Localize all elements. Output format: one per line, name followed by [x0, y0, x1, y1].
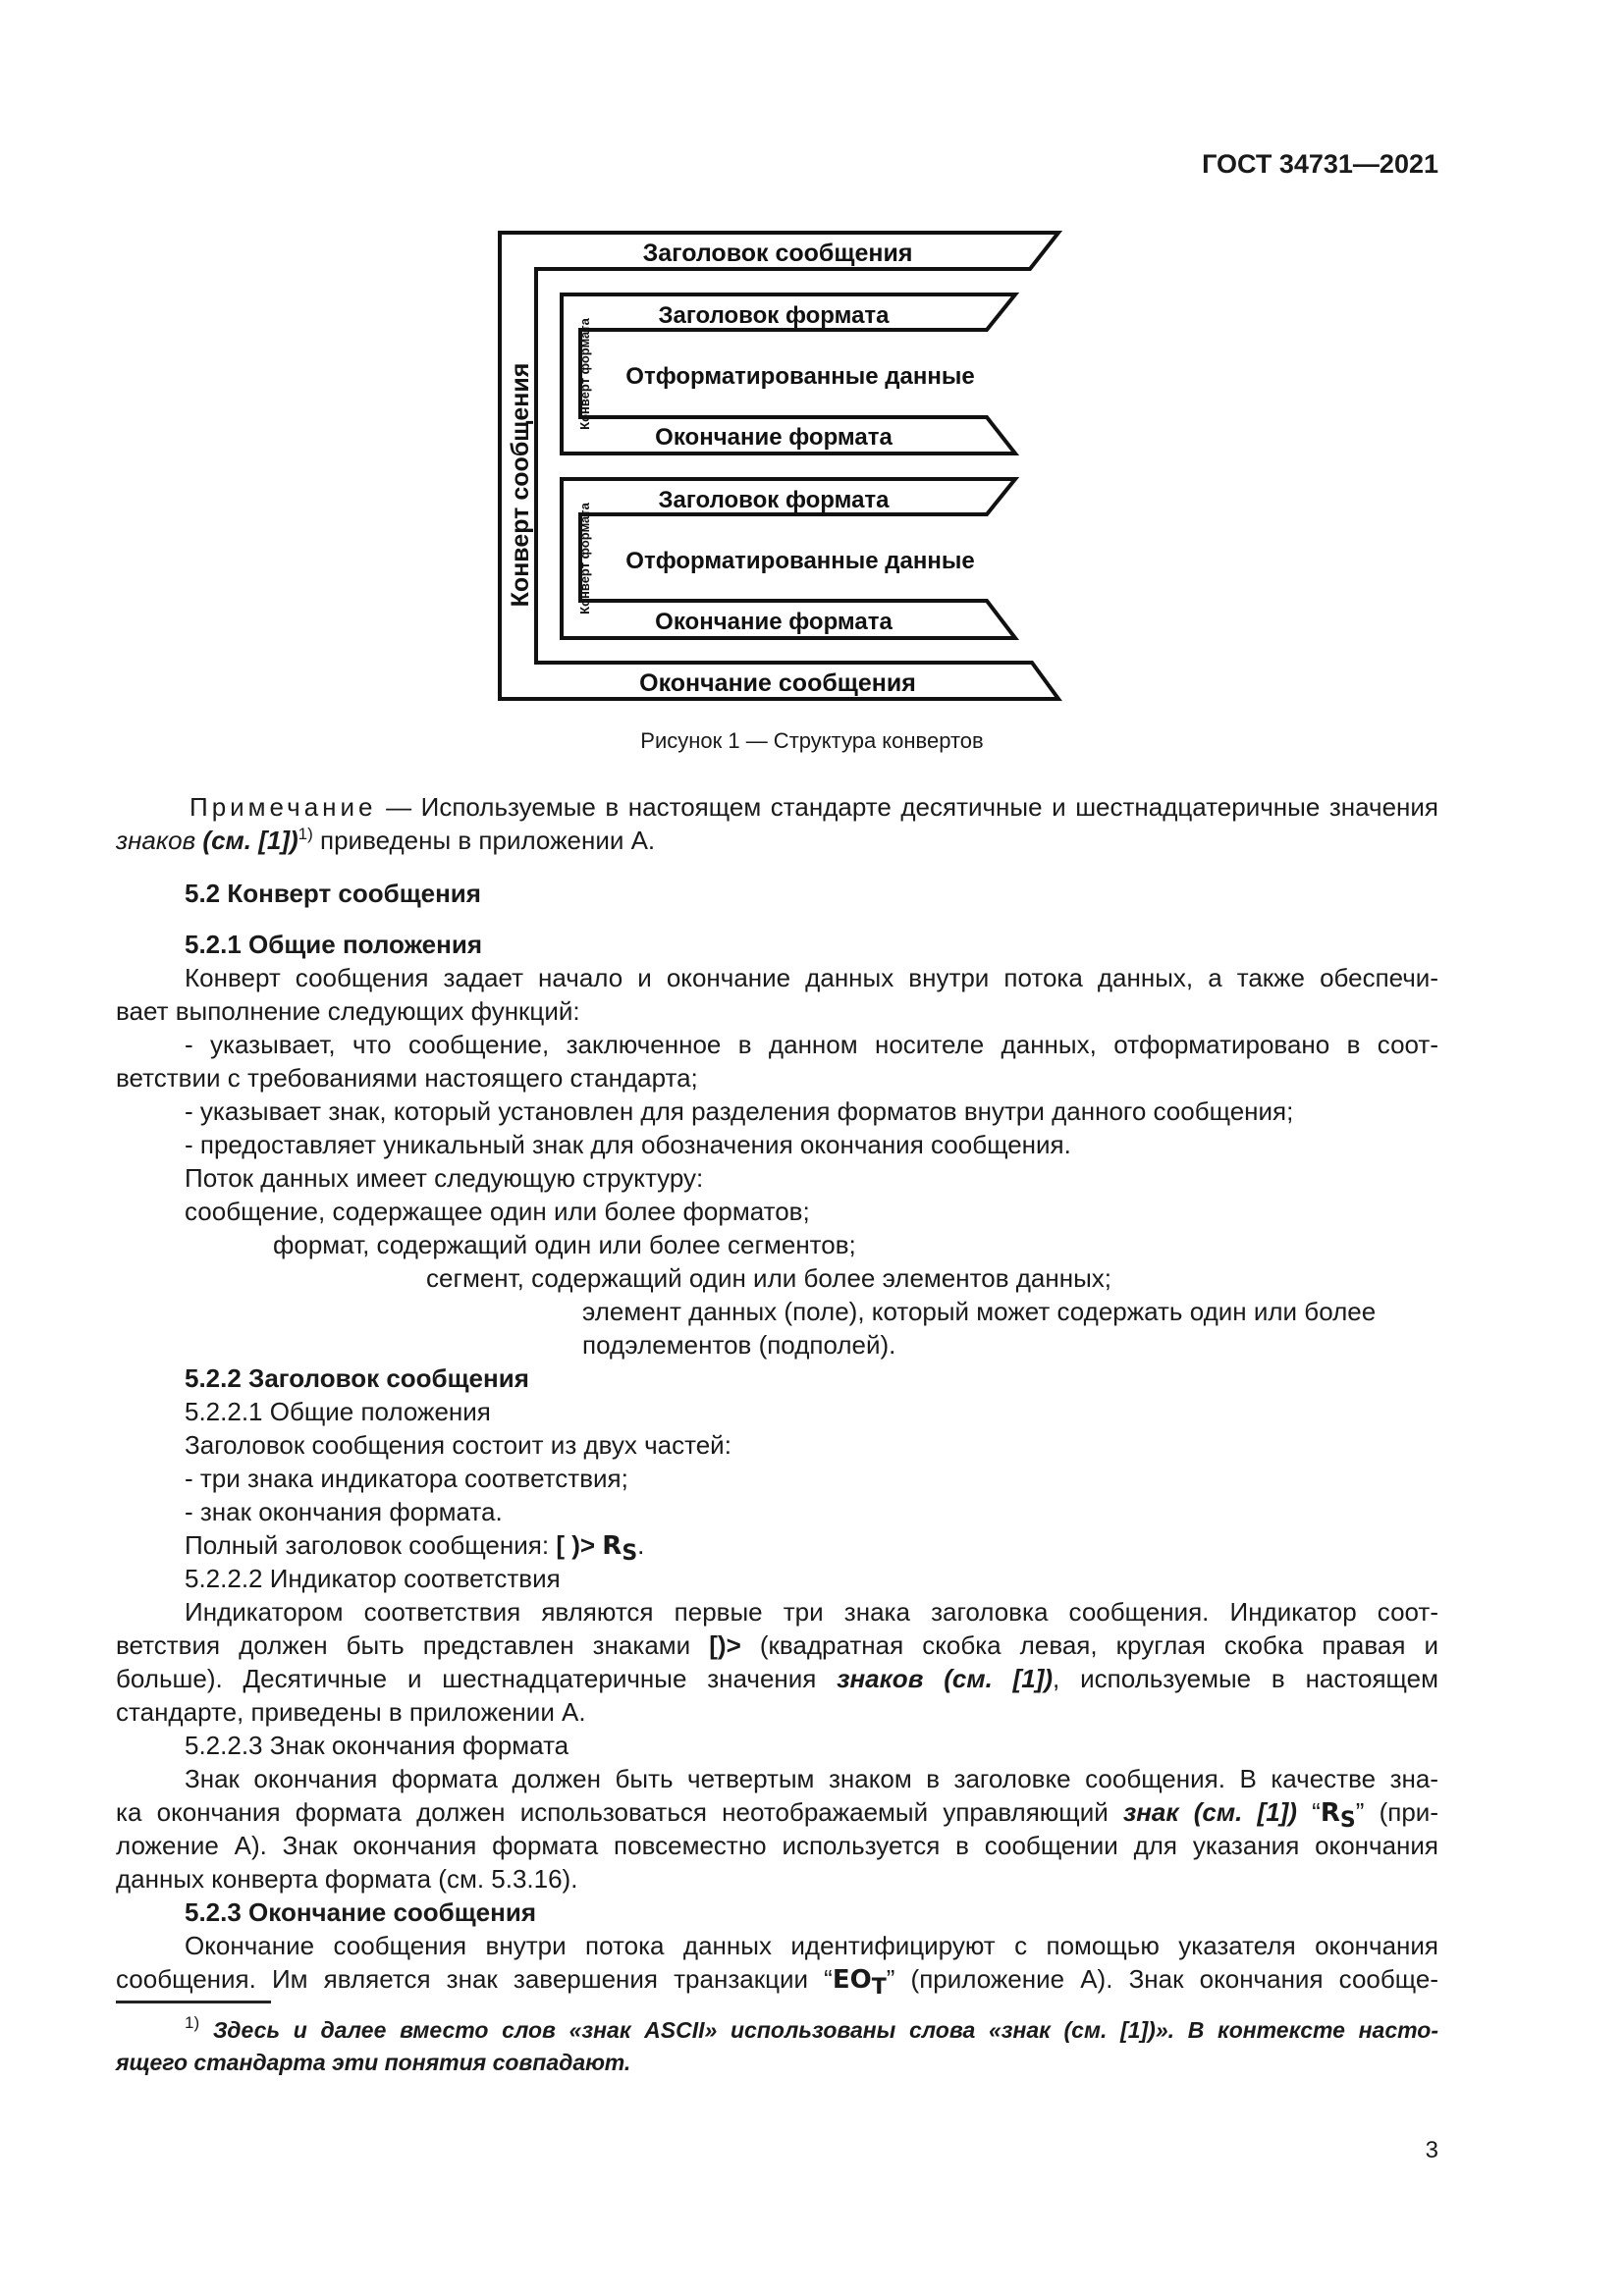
s5223-line4: данных конверта формата (см. 5.3.16). — [116, 1864, 578, 1894]
document-id: ГОСТ 34731—2021 — [1202, 149, 1438, 179]
s5222-line3: больше). Десятичные и шестнадцатеричные значения знаков (см. [1]), используемые в настоящем — [116, 1664, 1438, 1693]
note-line-1 — [185, 790, 1438, 825]
s523-line2: сообщения. Им является знак завершения транзакции “$EO_T$” (приложение А). Знак окончания сообще- — [116, 1964, 1438, 2000]
format-envelope-label-1: Конверт формата — [577, 318, 592, 430]
rs-symbol: $R_S$ — [1320, 1798, 1356, 1833]
message-end-label: Окончание сообщения — [639, 669, 916, 697]
footnote-line1: $^{1)}$ Здесь и далее вместо слов «знак ASCII» использованы слова «знак (см. [1])». В контексте насто- — [185, 2013, 1438, 2043]
structure-level-2: формат, содержащий один или более сегментов; — [273, 1230, 856, 1259]
footnote-separator — [116, 2001, 271, 2003]
note-dash: — — [386, 792, 412, 822]
s521-bullet1-line2: ветствии с требованиями настоящего стандарта; — [116, 1063, 698, 1093]
s521-bullet1-line1: - указывает, что сообщение, заключенное в данном носителе данных, отформатировано в соот- — [185, 1030, 1438, 1059]
rs-symbol: $R_S$ — [602, 1531, 638, 1566]
message-envelope-label: Конверт сообщения — [507, 362, 534, 608]
section-5-2-2-1-title: 5.2.2.1 Общие положения — [185, 1397, 491, 1426]
s521-p1-line1: Конверт сообщения задает начало и окончание данных внутри потока данных, а также обеспечи- — [185, 963, 1438, 992]
note-ref: (см. [1]) — [202, 826, 298, 855]
format-end-label-1: Окончание формата — [655, 424, 893, 451]
eot-symbol: $EO_T$ — [832, 1965, 887, 2000]
s521-p2: Поток данных имеет следующую структуру: — [185, 1163, 704, 1193]
figure-caption: Рисунок 1 — Структура конвертов — [640, 728, 984, 753]
note-signs: знаков — [116, 826, 196, 855]
note-text-1: Используемые в настоящем стандарте десятичные и шестнадцатеричные значения — [420, 792, 1439, 822]
s5223-line1: Знак окончания формата должен быть четвертым знаком в заголовке сообщения. В качестве зна- — [185, 1764, 1438, 1793]
s523-line1: Окончание сообщения внутри потока данных идентифицируют с помощью указателя окончания — [185, 1931, 1438, 1960]
page-number: 3 — [1425, 2137, 1438, 2163]
section-5-2-title: 5.2 Конверт сообщения — [185, 879, 481, 908]
s521-p1-line2: вает выполнение следующих функций: — [116, 996, 580, 1026]
structure-level-4-line1: элемент данных (поле), который может содержать один или более — [582, 1297, 1377, 1326]
footnote-line2: ящего стандарта эти понятия совпадают. — [116, 2050, 631, 2075]
section-5-2-1-title: 5.2.1 Общие положения — [185, 930, 482, 959]
s5221-bullet2: - знак окончания формата. — [185, 1497, 503, 1526]
s5221-p1: Заголовок сообщения состоит из двух частей: — [185, 1430, 731, 1460]
note-text-2: приведены в приложении А. — [320, 826, 656, 855]
full-header-chars: [ )> — [556, 1530, 596, 1560]
note-line-2 — [116, 824, 1370, 858]
section-5-2-2-3-title: 5.2.2.3 Знак окончания формата — [185, 1731, 569, 1760]
footnote-ref: 1) — [298, 825, 313, 843]
s5222-line2: ветствия должен быть представлен знаками [)> (квадратная скобка левая, круглая скобка правая и — [116, 1630, 1438, 1660]
formatted-data-label-2: Отформатированные данные — [625, 548, 975, 574]
s521-bullet2: - указывает знак, который установлен для разделения форматов внутри данного сообщения; — [185, 1096, 1294, 1126]
s5223-line2: ка окончания формата должен использоваться неотображаемый управляющий знак (см. [1]) “$R_S$” (при- — [116, 1797, 1438, 1833]
structure-level-1: сообщение, содержащее один или более форматов; — [185, 1197, 810, 1226]
section-5-2-2-title: 5.2.2 Заголовок сообщения — [185, 1363, 529, 1393]
envelope-structure-figure — [491, 226, 1080, 707]
structure-level-4-line2: подэлементов (подполей). — [582, 1330, 896, 1360]
note-label: Примечание — [189, 792, 377, 822]
s5222-line1: Индикатором соответствия являются первые три знака заголовка сообщения. Индикатор соот- — [185, 1597, 1438, 1627]
full-header-label: Полный заголовок сообщения: — [185, 1530, 550, 1560]
s5221-bullet1: - три знака индикатора соответствия; — [185, 1464, 628, 1493]
footnote-mark: 1) — [185, 2013, 200, 2032]
s5223-line3: ложение А). Знак окончания формата повсеместно используется в сообщении для указания окончания — [116, 1831, 1438, 1860]
format-envelope-label-2: Конверт формата — [577, 503, 592, 614]
section-5-2-3-title: 5.2.3 Окончание сообщения — [185, 1897, 536, 1927]
s5222-line4: стандарте, приведены в приложении А. — [116, 1697, 586, 1727]
section-5-2-2-2-title: 5.2.2.2 Индикатор соответствия — [185, 1564, 561, 1593]
formatted-data-label-1: Отформатированные данные — [625, 363, 975, 390]
structure-level-3: сегмент, содержащий один или более элементов данных; — [426, 1263, 1111, 1293]
format-end-label-2: Окончание формата — [655, 609, 893, 635]
s5221-full-header: Полный заголовок сообщения: [ )> $R_S$. — [185, 1530, 645, 1566]
message-header-label: Заголовок сообщения — [642, 240, 913, 267]
s521-bullet3: - предоставляет уникальный знак для обозначения окончания сообщения. — [185, 1130, 1071, 1159]
format-header-label-2: Заголовок формата — [658, 487, 890, 513]
format-header-label-1: Заголовок формата — [658, 302, 890, 329]
